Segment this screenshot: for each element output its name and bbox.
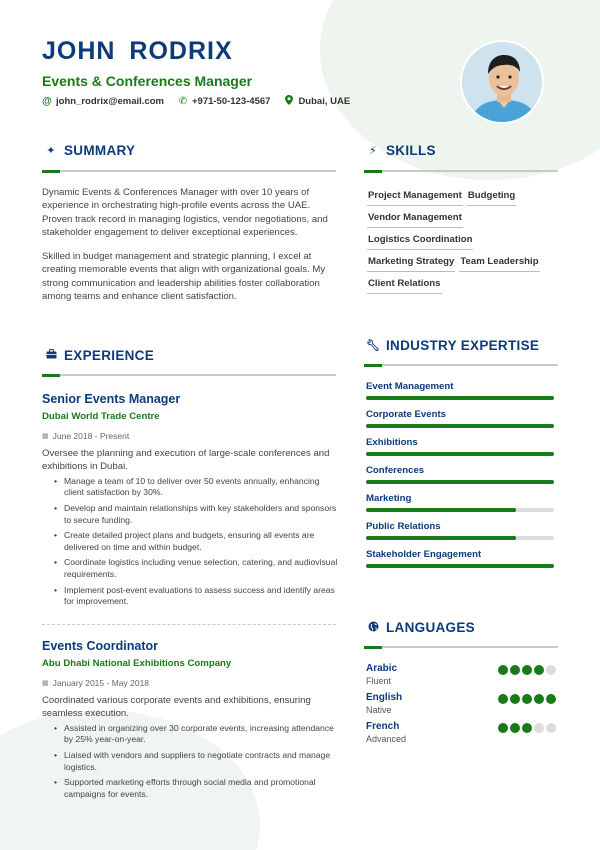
expertise-bar-fill [366, 536, 516, 540]
expertise-item [366, 465, 554, 493]
experience-heading [44, 348, 154, 363]
contact-phone[interactable] [178, 95, 270, 108]
expertise-label: Public Relations [366, 521, 441, 532]
proficiency-dot [546, 723, 556, 733]
proficiency-dot [498, 723, 508, 733]
skill-tag: Project Management [367, 188, 463, 206]
expertise-bar-fill [366, 480, 554, 484]
job-description: Oversee the planning and execution of large-scale conferences and exhibitions in Dubai. [42, 448, 330, 473]
language-name: French [366, 721, 400, 732]
expertise-label: Corporate Events [366, 409, 446, 420]
sparkle-icon: ✦ [46, 145, 56, 157]
proficiency-dot [546, 665, 556, 675]
summary-paragraph: Dynamic Events & Conferences Manager with over 10 years of experience in orchestrating high-profile events across the UAE. Proven track record in managing logistics, vendor negotiations, and stakeholder engagement to deliver exceptional experiences. [42, 187, 328, 239]
proficiency-dot [546, 694, 556, 704]
language-name: Arabic [366, 663, 398, 674]
experience-divider [42, 374, 336, 376]
expertise-item [366, 521, 554, 549]
proficiency-dots [498, 694, 556, 704]
summary-text [42, 186, 340, 313]
proficiency-dots [498, 665, 556, 675]
position-title: Events Coordinator [42, 639, 158, 653]
achievement-list [42, 723, 340, 801]
contact-location [284, 95, 350, 108]
expertise-bar [366, 564, 554, 568]
expertise-bar-fill [366, 396, 554, 400]
expertise-item [366, 437, 554, 465]
skills-heading-text: SKILLS [386, 143, 436, 158]
skills-divider [364, 170, 558, 172]
language-item [366, 692, 556, 721]
proficiency-dot [498, 694, 508, 704]
employment-dates [42, 431, 340, 441]
candidate-name: JOHN RODRIX [42, 37, 233, 65]
location-text: Dubai, UAE [298, 96, 351, 107]
expertise-bar [366, 424, 554, 428]
language-name: English [366, 692, 403, 703]
skill-tag: Vendor Management [367, 210, 463, 228]
phone-icon: ✆ [178, 96, 188, 107]
expertise-bar [366, 536, 554, 540]
experience-entry [42, 392, 340, 612]
achievement-item: • Manage a team of 10 to deliver over 50 events annually, enhancing client satisfaction by 30%. [54, 476, 340, 499]
languages-divider [364, 646, 558, 648]
expertise-bar-fill [366, 424, 554, 428]
expertise-bar-fill [366, 452, 554, 456]
expertise-item [366, 549, 554, 577]
wrench-icon: 🔧︎ [366, 340, 381, 352]
proficiency-dot [534, 694, 544, 704]
location-pin-icon [284, 95, 294, 108]
skills-list [367, 188, 562, 294]
expertise-bar [366, 508, 554, 512]
proficiency-dot [510, 723, 520, 733]
calendar-icon: ▦ [42, 433, 49, 440]
expertise-item [366, 409, 554, 437]
expertise-list [366, 381, 554, 577]
proficiency-dot [522, 723, 532, 733]
proficiency-dot [498, 665, 508, 675]
expertise-bar [366, 480, 554, 484]
entry-divider [42, 624, 336, 625]
achievement-item: • Coordinate logistics including venue selection, catering, and audiovisual requirements. [54, 557, 340, 580]
proficiency-dot [534, 723, 544, 733]
contact-email[interactable] [42, 95, 164, 108]
expertise-label: Conferences [366, 465, 425, 476]
achievement-item: • Develop and maintain relationships with key stakeholders and sponsors to secure funding. [54, 503, 340, 526]
achievement-item: • Implement post-event evaluations to assess success and identify areas for improvement. [54, 585, 340, 608]
expertise-item [366, 493, 554, 521]
proficiency-dot [510, 694, 520, 704]
lightning-icon: ⚡ [368, 145, 378, 157]
skill-tag: Budgeting [467, 188, 516, 206]
expertise-bar-fill [366, 508, 516, 512]
experience-entry [42, 639, 340, 804]
expertise-divider [364, 364, 558, 366]
skill-tag: Client Relations [367, 276, 442, 294]
language-item [366, 663, 556, 692]
company-name: Abu Dhabi National Exhibitions Company [42, 658, 232, 669]
date-range: June 2018 - Present [52, 431, 130, 441]
achievement-item: • Create detailed project plans and budgets, ensuring all events are delivered on time and within budget. [54, 530, 340, 553]
expertise-heading [366, 338, 539, 353]
summary-heading [44, 143, 135, 158]
summary-paragraph: Skilled in budget management and strategic planning, I excel at creating memorable events that align with organizational goals. My strong communication and leadership abilities foster collaboration among teams and enhance client satisfaction. [42, 250, 326, 302]
at-icon: @ [42, 96, 52, 107]
proficiency-dot [522, 665, 532, 675]
calendar-icon: ▦ [42, 680, 49, 687]
achievement-item: • Liaised with vendors and suppliers to negotiate contracts and manage logistics. [54, 750, 340, 773]
expertise-bar-fill [366, 564, 554, 568]
proficiency-dot [522, 694, 532, 704]
skills-heading [366, 143, 436, 158]
languages-heading-text: LANGUAGES [386, 620, 475, 635]
expertise-label: Marketing [366, 493, 412, 504]
expertise-label: Event Management [366, 381, 454, 392]
job-title: Events & Conferences Manager [42, 73, 253, 89]
expertise-bar [366, 452, 554, 456]
experience-heading-text: EXPERIENCE [64, 348, 155, 363]
achievement-list [42, 476, 340, 608]
summary-heading-text: SUMMARY [64, 143, 136, 158]
avatar [460, 40, 544, 124]
job-description: Coordinated various corporate events and exhibitions, ensuring seamless execution. [42, 695, 311, 720]
expertise-label: Exhibitions [366, 437, 418, 448]
summary-divider [42, 170, 336, 172]
skill-tag: Team Leadership [459, 254, 539, 272]
briefcase-icon [44, 349, 58, 362]
skill-tag: Logistics Coordination [367, 232, 473, 250]
language-level: Native [366, 705, 392, 715]
proficiency-dot [510, 665, 520, 675]
phone-text: +971-50-123-4567 [191, 96, 271, 107]
skill-tag: Marketing Strategy [367, 254, 455, 272]
language-level: Advanced [366, 734, 407, 744]
proficiency-dots [498, 723, 556, 733]
expertise-heading-text: INDUSTRY EXPERTISE [386, 338, 540, 353]
achievement-item: • Supported marketing efforts through social media and promotional campaigns for events. [54, 777, 340, 800]
date-range: January 2015 - May 2018 [52, 678, 150, 688]
employment-dates [42, 678, 340, 688]
contact-info [42, 95, 350, 108]
globe-icon [366, 621, 380, 635]
email-text: john_rodrix@email.com [56, 96, 164, 107]
language-item [366, 721, 556, 750]
position-title: Senior Events Manager [42, 392, 181, 406]
proficiency-dot [534, 665, 544, 675]
achievement-item: • Assisted in organizing over 30 corporate events, increasing attendance by 25% year-on-year. [54, 723, 340, 746]
expertise-item [366, 381, 554, 409]
expertise-bar [366, 396, 554, 400]
expertise-label: Stakeholder Engagement [366, 549, 482, 560]
language-level: Fluent [366, 676, 392, 686]
languages-list [366, 663, 556, 750]
languages-heading [366, 620, 475, 635]
company-name: Dubai World Trade Centre [42, 411, 160, 422]
